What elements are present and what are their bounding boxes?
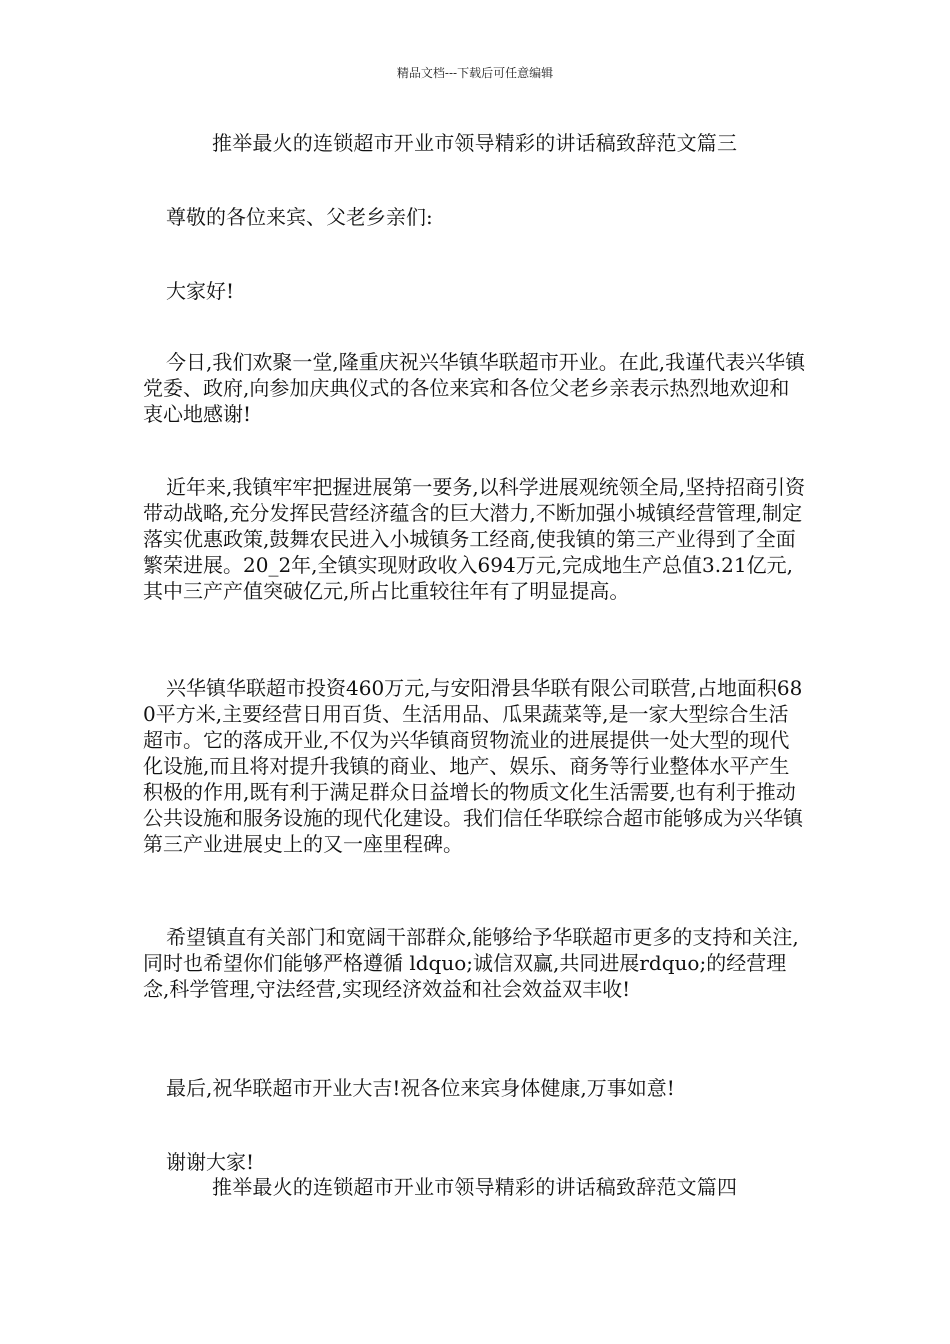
paragraph-supermarket: 兴华镇华联超市投资460万元,与安阳滑县华联有限公司联营,占地面积680平方米,主要经营日用百货、生活用品、瓜果蔬菜等,是一家大型综合生活超市。它的落成开业,不仅为兴华镇商贸物流业的进展提供一处大型的现代化设施,而且将对提升我镇的商业、地产、娱乐、商务等行业整体水平产生积极的作用,既有利于满足群众日益增长的物质文化生活需要,也有利于推动公共设施和服务设施的现代化建设。我们信任华联综合超市能够成为兴华镇第三产业进展史上的又一座里程碑。 — [143, 676, 803, 856]
thanks: 谢谢大家! — [166, 1150, 255, 1174]
closing-wish: 最后,祝华联超市开业大吉!祝各位来宾身体健康,万事如意! — [166, 1076, 675, 1100]
paragraph-hope: 希望镇直有关部门和宽阔干部群众,能够给予华联超市更多的支持和关注,同时也希望你们能够严格遵循 ldquo;诚信双赢,共同进展rdquo;的经营理念,科学管理,守法经营,实现经济效益和社会效益双丰收! — [143, 925, 799, 1001]
page-header: 精品文档---下载后可任意编辑 — [396, 66, 554, 80]
next-document-title: 推举最火的连锁超市开业市领导精彩的讲话稿致辞范文篇四 — [212, 1175, 738, 1199]
paragraph-opening: 今日,我们欢聚一堂,隆重庆祝兴华镇华联超市开业。在此,我谨代表兴华镇党委、政府,向参加庆典仪式的各位来宾和各位父老乡亲表示热烈地欢迎和衷心地感谢! — [143, 350, 806, 426]
document-title: 推举最火的连锁超市开业市领导精彩的讲话稿致辞范文篇三 — [212, 131, 738, 155]
greeting: 大家好! — [166, 279, 235, 303]
paragraph-development: 近年来,我镇牢牢把握进展第一要务,以科学进展观统领全局,坚持招商引资带动战略,充分发挥民营经济蕴含的巨大潜力,不断加强小城镇经营管理,制定落实优惠政策,鼓舞农民进入小城镇务工经商,使我镇的第三产业得到了全面繁荣进展。20_2年,全镇实现财政收入694万元,完成地生产总值3.21亿元,其中三产产值突破亿元,所占比重较往年有了明显提高。 — [143, 475, 806, 603]
salutation: 尊敬的各位来宾、父老乡亲们: — [166, 205, 433, 229]
